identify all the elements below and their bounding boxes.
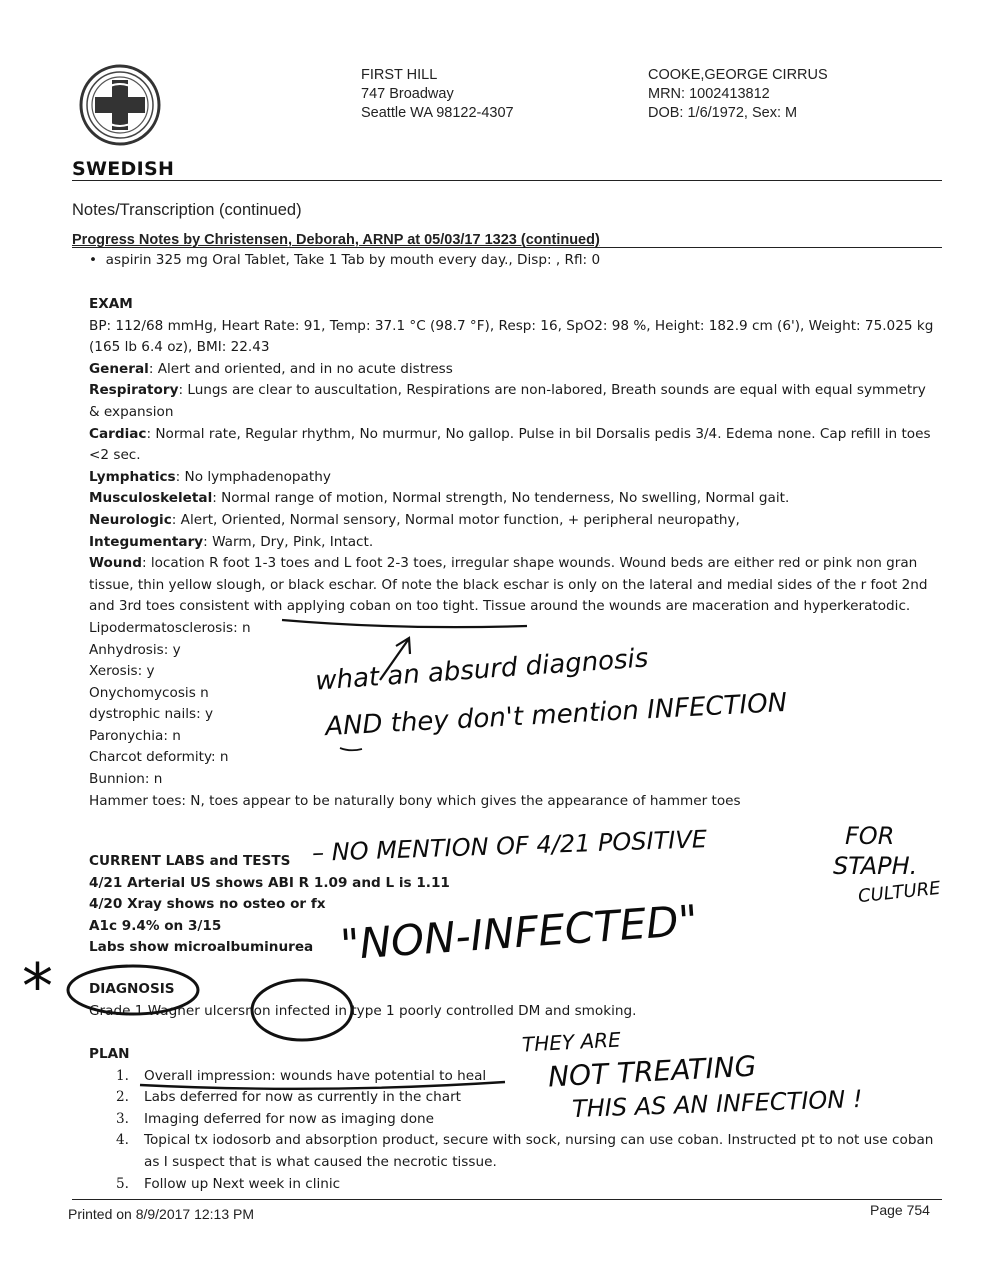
plan-item: 3. Imaging deferred for now as imaging done xyxy=(116,1110,435,1127)
finding-text: : location R foot 1-3 toes and L foot 2-3 toes, irregular shape wounds. Wound beds are either red or pink non gran tissue, thin yellow slough, or black eschar. Of note the black eschar is only on the lateral and medial sides of the r foot 2nd and 3rd toes consistent with applying coban on too tight. Tissue around the wounds are maceration and hyperkeratodic. xyxy=(89,555,928,615)
printed-timestamp: Printed on 8/9/2017 12:13 PM xyxy=(68,1206,255,1222)
diagnosis-circled-text: non infected xyxy=(245,1002,331,1019)
patient-name: COOKE,GEORGE CIRRUS xyxy=(648,67,828,83)
finding-text: : No lymphadenopathy xyxy=(175,468,331,485)
checklist-item: Anhydrosis: y xyxy=(89,641,181,658)
plan-underline-mark xyxy=(140,1082,505,1089)
and-underline-mark xyxy=(340,748,362,750)
plan-item: 2. Labs deferred for now as currently in the chart xyxy=(116,1089,462,1106)
labs-heading: CURRENT LABS and TESTS xyxy=(89,853,291,869)
annotation-asterisk-icon: * xyxy=(22,950,53,1023)
finding-text: : Alert, Oriented, Normal sensory, Normal motor function, + peripheral neuropathy, xyxy=(171,511,740,528)
annotation-absurd-diagnosis: what an absurd diagnosis xyxy=(314,643,650,697)
exam-heading: EXAM xyxy=(89,296,133,312)
progress-note-title: Progress Notes by Christensen, Deborah, ARNP at 05/03/17 1323 (continued) xyxy=(72,232,600,248)
annotation-not-treating: NOT TREATING xyxy=(547,1049,758,1094)
annotation-culture: CULTURE xyxy=(857,877,942,908)
finding-label: General xyxy=(89,360,149,377)
checklist-item: Hammer toes: N, toes appear to be naturally bony which gives the appearance of hammer toes xyxy=(89,792,741,809)
finding-label: Cardiac xyxy=(89,425,147,442)
finding-label: Musculoskeletal xyxy=(89,490,213,507)
finding-label: Lymphatics xyxy=(89,468,176,485)
finding-text: : Normal rate, Regular rhythm, No murmur, No gallop. Pulse in bil Dorsalis pedis 3/4. Edema none. Cap refill in toes <2 sec. xyxy=(89,425,931,464)
annotation-they-are: THEY ARE xyxy=(521,1027,622,1057)
facility-name: FIRST HILL xyxy=(361,67,438,83)
annotation-staph: STAPH. xyxy=(833,852,918,880)
checklist-item: dystrophic nails: y xyxy=(89,706,214,723)
finding-text: : Normal range of motion, Normal strength, No tenderness, No swelling, Normal gait. xyxy=(212,490,790,507)
checklist-item: Paronychia: n xyxy=(89,727,181,744)
bullet-icon: • xyxy=(89,252,106,268)
finding-label: Wound xyxy=(89,555,142,572)
annotation-no-infection: AND they don't mention INFECTION xyxy=(324,687,788,743)
finding-text: : Warm, Dry, Pink, Intact. xyxy=(203,533,374,550)
checklist-item: Lipodermatosclerosis: n xyxy=(89,619,251,636)
brand-name: SWEDISH xyxy=(72,158,175,180)
annotation-as-infection: THIS AS AN INFECTION ! xyxy=(571,1084,863,1124)
finding-text: : Alert and oriented, and in no acute distress xyxy=(148,360,453,377)
lab-item: 4/20 Xray shows no osteo or fx xyxy=(89,896,326,913)
medication-line: • aspirin 325 mg Oral Tablet, Take 1 Tab by mouth every day., Disp: , Rfl: 0 xyxy=(89,252,601,268)
checklist-item: Onychomycosis n xyxy=(89,684,209,701)
finding-label: Integumentary xyxy=(89,533,204,550)
finding-label: Neurologic xyxy=(89,511,172,528)
plan-item: 5. Follow up Next week in clinic xyxy=(116,1175,341,1192)
diagnosis-heading: DIAGNOSIS xyxy=(89,981,175,997)
patient-dob-sex: DOB: 1/6/1972, Sex: M xyxy=(648,105,798,121)
wound-underline-mark xyxy=(282,620,527,627)
plan-heading: PLAN xyxy=(89,1046,130,1062)
finding-text: : Lungs are clear to auscultation, Respirations are non-labored, Breath sounds are equal with equal symmetry & expansion xyxy=(89,382,926,420)
lab-item: Labs show microalbuminurea xyxy=(89,939,314,956)
patient-mrn: MRN: 1002413812 xyxy=(648,86,770,102)
lab-item: A1c 9.4% on 3/15 xyxy=(89,917,222,934)
plan-item: 4. Topical tx iodosorb and absorption product, secure with sock, nursing can use coban. Instructed pt to not use coban as I suspect that is what caused the necrotic tissue. xyxy=(116,1132,934,1170)
diagnosis-text: Grade 1 Wagner ulcersnon infected in type 1 poorly controlled DM and smoking. xyxy=(89,1002,637,1019)
annotation-no-mention-staph: – NO MENTION OF 4/21 POSITIVE xyxy=(311,825,708,867)
plan-item: 1. Overall impression: wounds have potential to heal xyxy=(116,1067,487,1084)
facility-city: Seattle WA 98122-4307 xyxy=(361,105,514,121)
annotation-for: FOR xyxy=(845,822,895,850)
finding-label: Respiratory xyxy=(89,382,179,399)
page-number: Page 754 xyxy=(870,1202,930,1218)
non-infected-circle-mark xyxy=(252,980,352,1040)
checklist-item: Bunnion: n xyxy=(89,771,163,788)
checklist-item: Xerosis: y xyxy=(89,663,155,680)
exam-vitals: BP: 112/68 mmHg, Heart Rate: 91, Temp: 37.1 °C (98.7 °F), Resp: 16, SpO2: 98 %, Height: 182.9 cm (6'), Weight: 75.025 kg (165 lb 6.4 oz), BMI: 22.43 xyxy=(89,317,934,356)
facility-street: 747 Broadway xyxy=(361,86,454,102)
annotation-non-infected: "NON-INFECTED" xyxy=(338,895,700,970)
lab-item: 4/21 Arterial US shows ABI R 1.09 and L is 1.11 xyxy=(89,874,450,891)
diagnosis-circle-mark xyxy=(68,966,198,1014)
section-title: Notes/Transcription (continued) xyxy=(72,201,302,219)
checklist-item: Charcot deformity: n xyxy=(89,749,229,766)
